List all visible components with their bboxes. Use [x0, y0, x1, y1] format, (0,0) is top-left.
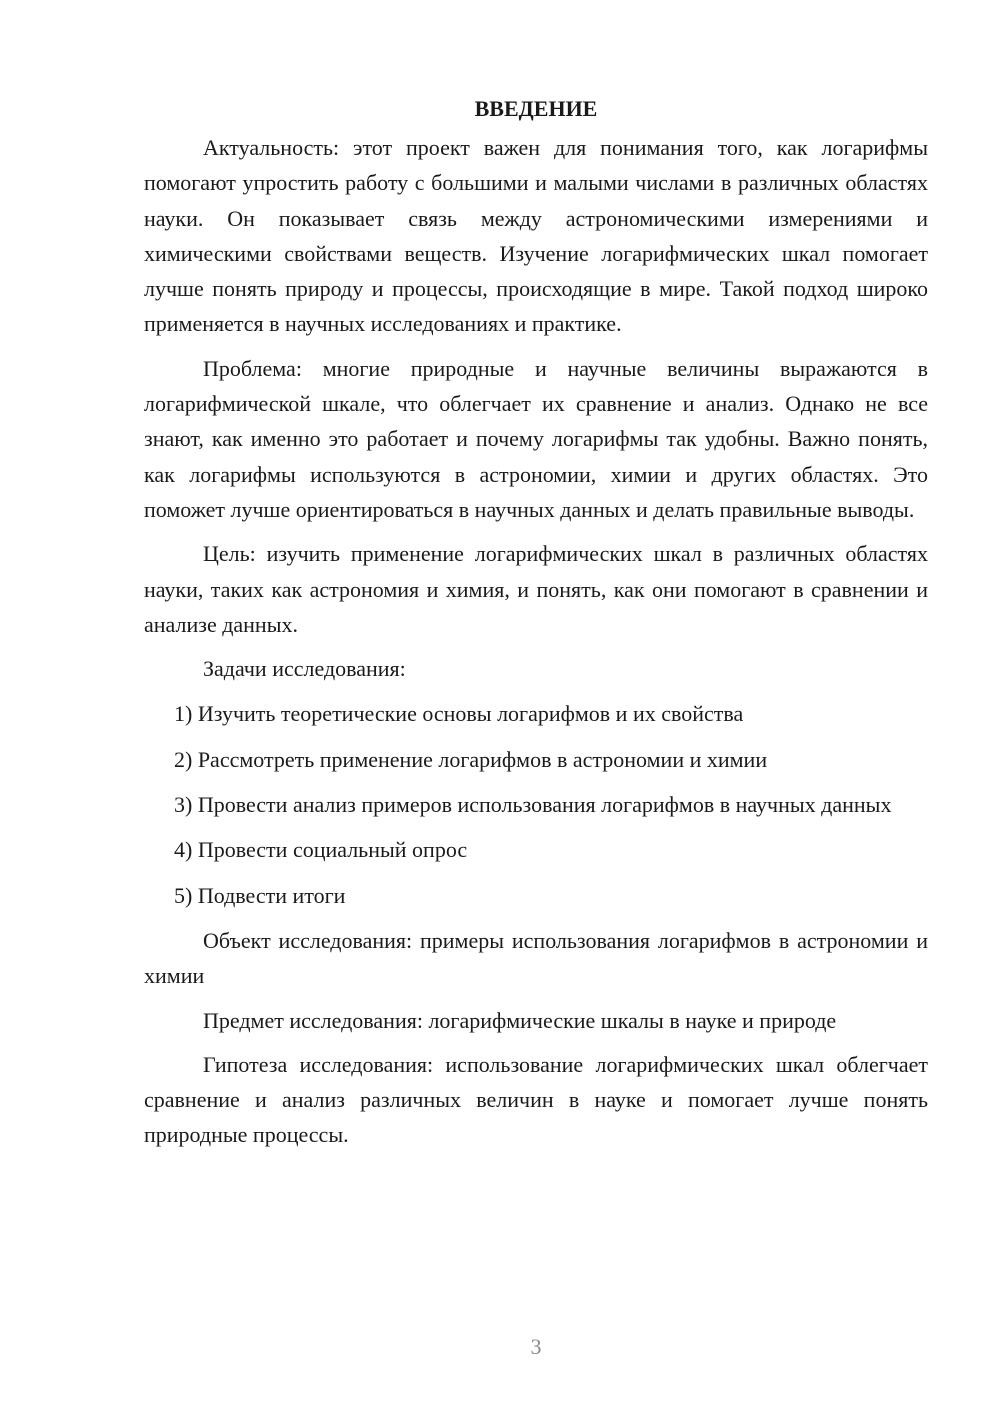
task-item: 5) Подвести итоги — [174, 882, 346, 908]
task-item: 4) Провести социальный опрос — [174, 837, 468, 863]
hypothesis-paragraph: Гипотеза исследования: использование логарифмических шкал облегчает сравнение и анализ различных величин в науке и помогает лучше понять природные процессы. — [144, 1051, 928, 1148]
subject-paragraph: Предмет исследования: логарифмические шкалы в науке и природе — [203, 1007, 837, 1033]
section-title: ВВЕДЕНИЕ — [474, 96, 598, 121]
problem-paragraph: Проблема: многие природные и научные величины выражаются в логарифмической шкале, что облегчает их сравнение и анализ. Однако не все знают, как именно это работает и почему логарифмы так удобны. Важно понять, как логарифмы используются в астрономии, химии и других областях. Это поможет лучше ориентироваться в научных данных и делать правильные выводы. — [144, 355, 928, 522]
relevance-paragraph: Актуальность: этот проект важен для понимания того, как логарифмы помогают упростить работу с большими и малыми числами в различных областях науки. Он показывает связь между астрономическими измерениями и химическими свойствами веществ. Изучение логарифмических шкал помогает лучше понять природу и процессы, происходящие в мире. Такой подход широко применяется в научных исследованиях и практике. — [144, 135, 928, 337]
document-page — [144, 94, 928, 1162]
goal-paragraph: Цель: изучить применение логарифмических шкал в различных областях науки, таких как астрономия и химия, и понять, как они помогают в сравнении и анализе данных. — [144, 541, 928, 637]
object-paragraph: Объект исследования: примеры использования логарифмов в астрономии и химии — [144, 927, 928, 989]
task-item: 2) Рассмотреть применение логарифмов в астрономии и химии — [174, 746, 768, 772]
task-item: 3) Провести анализ примеров использования логарифмов в научных данных — [174, 792, 892, 818]
task-item: 1) Изучить теоретические основы логарифмов и их свойства — [174, 701, 744, 727]
tasks-heading: Задачи исследования: — [203, 656, 406, 682]
page-number: 3 — [530, 1334, 542, 1359]
